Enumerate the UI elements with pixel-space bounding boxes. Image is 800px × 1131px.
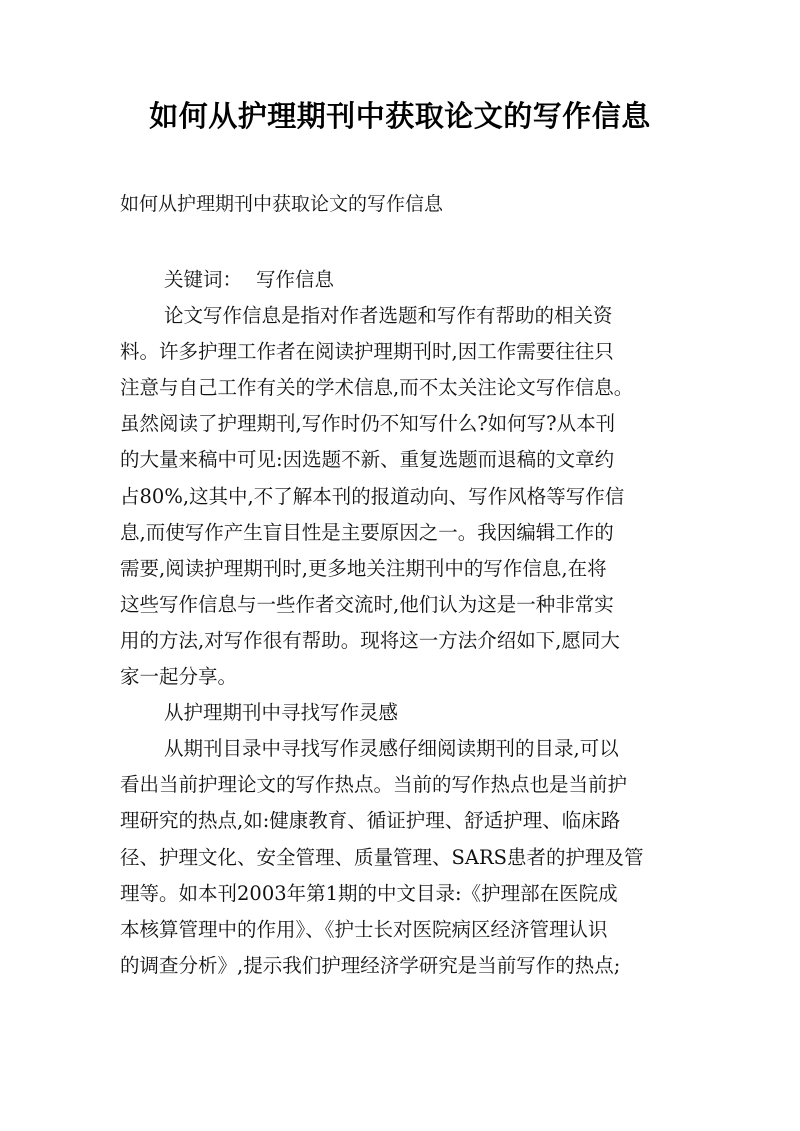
paragraph-line: 这些写作信息与一些作者交流时,他们认为这是一种非常实 [120,592,614,616]
paragraph-line: 注意与自己工作有关的学术信息,而不太关注论文写作信息。 [120,376,634,400]
paragraph-line: 占80%,这其中,不了解本刊的报道动向、写作风格等写作信 [120,484,625,508]
keywords-label: 关键词： [164,268,243,291]
paragraph-line: 从期刊目录中寻找写作灵感仔细阅读期刊的目录,可以 [164,737,619,761]
document-subtitle: 如何从护理期刊中获取论文的写作信息 [120,193,444,215]
section-heading: 从护理期刊中寻找写作灵感 [164,701,399,725]
paragraph-line: 的调查分析》,提示我们护理经济学研究是当前写作的热点; [120,953,621,977]
keywords-value: 写作信息 [256,268,335,291]
paragraph-line: 家一起分享。 [120,665,238,689]
paragraph-line: 需要,阅读护理期刊时,更多地关注期刊中的写作信息,在将 [120,556,607,580]
paragraph-line: 本核算管理中的作用》、《护士长对医院病区经济管理认识 [120,917,608,941]
paragraph-line: 息,而使写作产生盲目性是主要原因之一。我因编辑工作的 [120,520,614,544]
paragraph-line: 的大量来稿中可见:因选题不新、重复选题而退稿的文章约 [120,448,615,472]
paragraph-line: 料。许多护理工作者在阅读护理期刊时,因工作需要往往只 [120,340,614,364]
paragraph-line: 论文写作信息是指对作者选题和写作有帮助的相关资 [164,304,613,328]
paragraph-line: 径、护理文化、安全管理、质量管理、SARS患者的护理及管 [120,845,644,869]
document-body [120,262,690,984]
paragraph-line: 看出当前护理论文的写作热点。当前的写作热点也是当前护 [120,773,628,797]
paragraph-line: 用的方法,对写作很有帮助。现将这一方法介绍如下,愿同大 [120,628,620,652]
document-title: 如何从护理期刊中获取论文的写作信息 [149,99,651,133]
keywords-line [120,262,690,298]
paragraph-line: 虽然阅读了护理期刊,写作时仍不知写什么?如何写?从本刊 [120,412,616,436]
paragraph-line: 理等。如本刊2003年第1期的中文目录:《护理部在医院成 [120,881,618,905]
paragraph-line: 理研究的热点,如:健康教育、循证护理、舒适护理、临床路 [120,809,621,833]
